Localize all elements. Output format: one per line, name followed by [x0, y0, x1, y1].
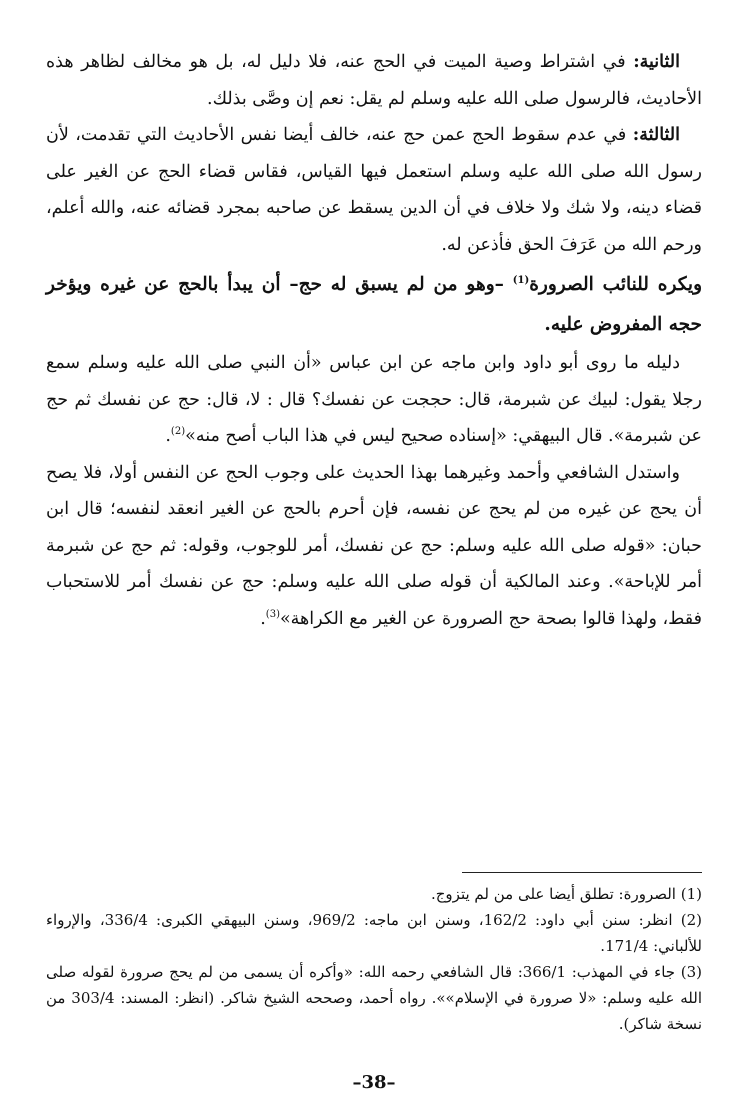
paragraph-inference-end: . [260, 608, 266, 629]
paragraph-inference [46, 455, 702, 638]
section-heading-text-after: –وهو من لم يسبق له حج– أن يبدأ بالحج عن غيره ويؤخر حجه المفروض عليه. [46, 274, 702, 335]
footnote-3: (3) جاء في المهذب: 366/1: قال الشافعي رحمه الله: «وأكره أن يسمى من لم يحج صرورة لقوله صلى الله عليه وسلم: «لا صرورة في الإسلام»». رواه أحمد، وصححه الشيخ شاكر. (انظر: المسند: 303/4 من نسخة شاكر). [46, 963, 702, 1033]
section-heading [46, 265, 702, 345]
paragraph-third-text: في عدم سقوط الحج عمن حج عنه، خالف أيضا نفس الأحاديث التي تقدمت، لأن رسول الله صلى الله عليه وسلم استعمل فيها القياس، فقاس قضاء الحج عن الغير على قضاء دينه، ولا شك ولا خلاف في أن الدين يسقط عن صاحبه بمجرد قضائه عنه، والله أعلم، ورحم الله من عَرَفَ الحق فأذعن له. [46, 125, 702, 255]
paragraph-evidence-text: دليله ما روى أبو داود وابن ماجه عن ابن عباس «أن النبي صلى الله عليه وسلم سمع رجلا يقول: لبيك عن شبرمة، قال: حججت عن نفسك؟ قال : لا، قال: حج عن نفسك ثم حج عن شبرمة». قال البيهقي: «إسناده صحيح ليس في هذا الباب أصح منه» [46, 353, 702, 446]
paragraph-inference-text: واستدل الشافعي وأحمد وغيرهما بهذا الحديث على وجوب الحج عن النفس أولا، فلا يصح أن يحج عن غيره من لم يحج عن نفسه، فإن أحرم بالحج عن الغير انعقد لنفسه؛ قال ابن حبان: «قوله صلى الله عليه وسلم: حج عن نفسك، أمر للوجوب، وقوله: ثم حج عن شبرمة أمر للإباحة». وعند المالكية أن قوله صلى الله عليه وسلم: حج عن نفسك أمر للاستحباب فقط، ولهذا قالوا بصحة حج الصرورة عن الغير مع الكراهة» [46, 462, 702, 629]
paragraph-evidence-end: . [165, 426, 171, 446]
section-heading-text: ويكره للنائب الصرورة [529, 274, 703, 295]
footnote-2: (2) انظر: سنن أبي داود: 162/2، وسنن ابن ماجه: 969/2، وسنن البيهقي الكبرى: 336/4، والإرواء للألباني: 171/4. [46, 911, 703, 955]
paragraph-evidence [46, 345, 702, 455]
footnote-1: (1) الصرورة: تطلق أيضا على من لم يتزوج. [430, 885, 702, 903]
footnote-ref-2[interactable]: (2) [170, 426, 186, 437]
footnotes-section [46, 872, 702, 1037]
footnote-divider [462, 872, 702, 873]
footnote-ref-1[interactable]: (1) [512, 275, 530, 286]
paragraph-second-text: في اشتراط وصية الميت في الحج عنه، فلا دليل له، بل هو مخالف لظاهر هذه الأحاديث، فالرسول صلى الله عليه وسلم لم يقل: نعم إن وصَّى بذلك. [46, 52, 702, 109]
paragraph-second-lead: الثانية: [633, 52, 680, 72]
page-body [46, 44, 702, 637]
footnote-ref-3[interactable]: (3) [265, 608, 280, 620]
paragraph-third-lead: الثالثة: [632, 125, 680, 145]
page-number: –38– [352, 1072, 396, 1093]
paragraph-third [46, 117, 702, 263]
paragraph-second [46, 44, 702, 117]
